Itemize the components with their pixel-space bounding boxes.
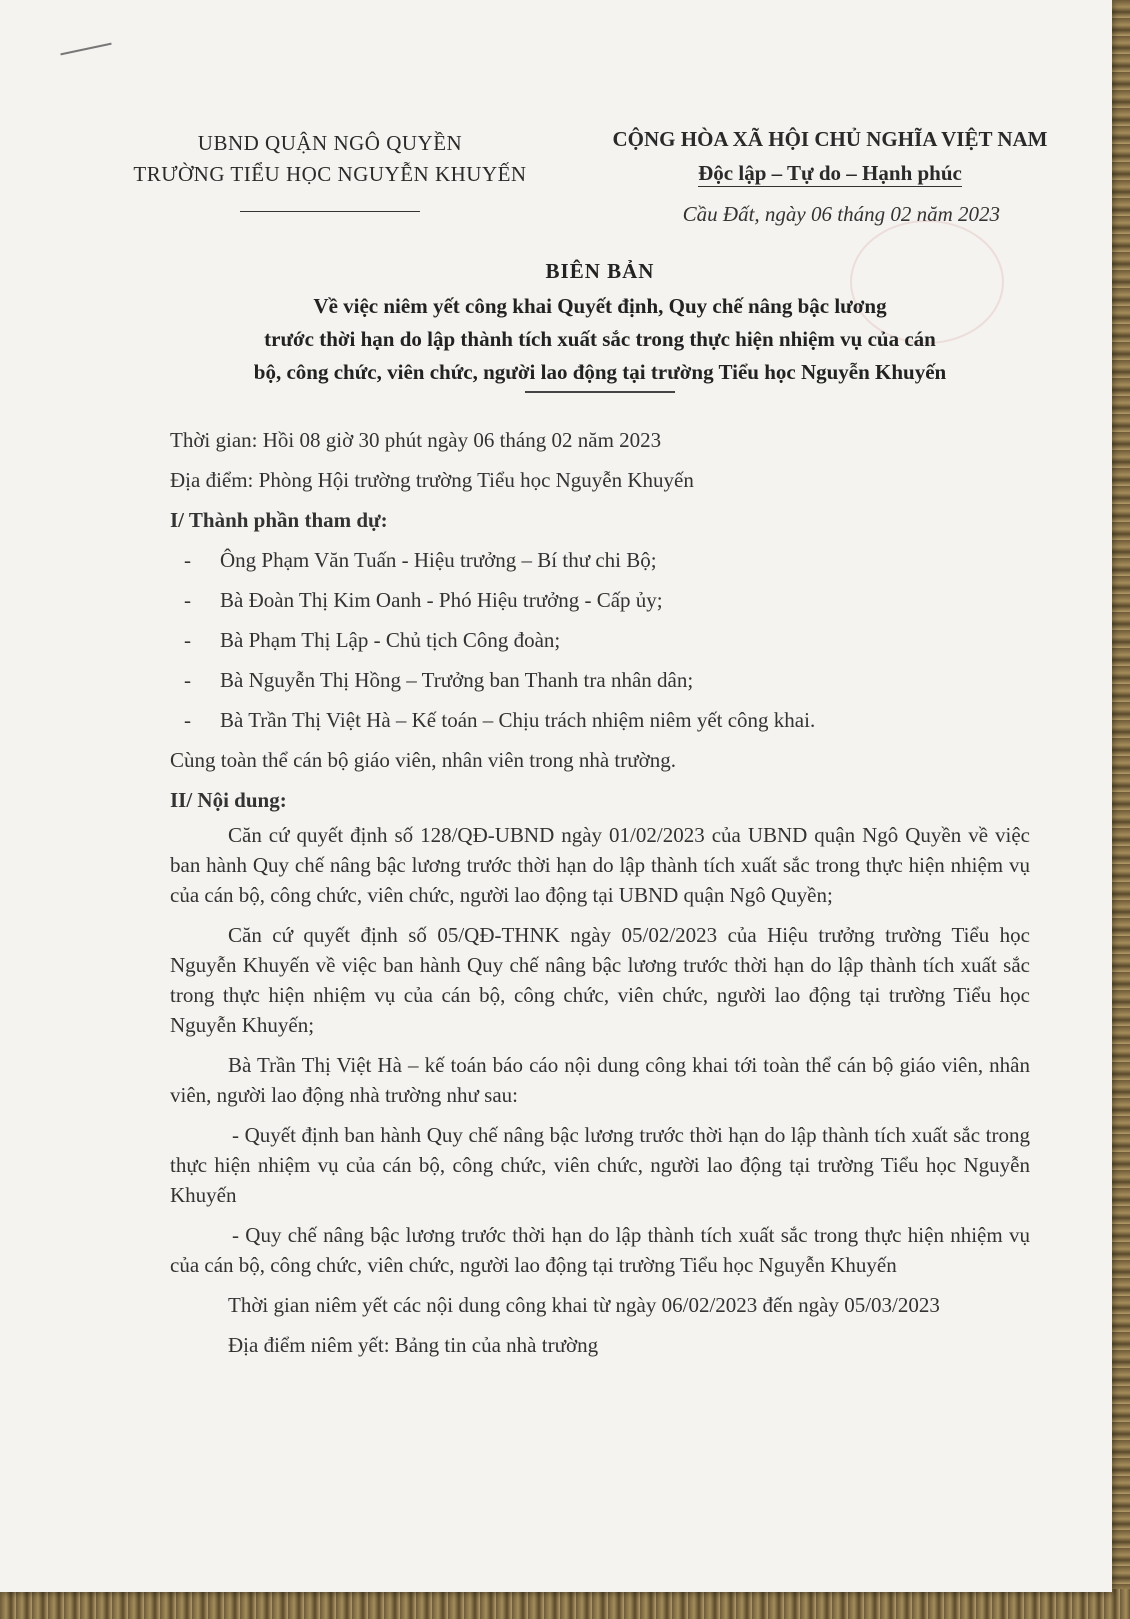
attendee-item [170, 660, 1030, 700]
national-name: CỘNG HÒA XÃ HỘI CHỦ NGHĨA VIỆT NAM [612, 127, 1048, 151]
attendee-item [170, 700, 1030, 740]
content-paragraph-1: Căn cứ quyết định số 128/QĐ-UBND ngày 01/02/2023 của UBND quận Ngô Quyền về việc ban hành Quy chế nâng bậc lương trước thời hạn do lập thành tích xuất sắc trong thực hiện nhiệm vụ của cán bộ, công chức, viên chức, người lao động tại UBND quận Ngô Quyền; [170, 823, 1030, 907]
attendee-text: Bà Phạm Thị Lập - Chủ tịch Công đoàn; [220, 628, 561, 652]
posting-time: Thời gian niêm yết các nội dung công khai từ ngày 06/02/2023 đến ngày 05/03/2023 [228, 1293, 940, 1317]
bullet-dash: - [184, 628, 191, 652]
national-motto: Độc lập – Tự do – Hạnh phúc [698, 161, 962, 185]
bullet-dash: - [184, 548, 191, 572]
meeting-time: Thời gian: Hồi 08 giờ 30 phút ngày 06 tháng 02 năm 2023 [170, 428, 662, 452]
pen-mark [60, 43, 111, 56]
paragraph-gap [170, 1320, 1030, 1330]
attendee-text: Bà Đoàn Thị Kim Oanh - Phó Hiệu trưởng - Cấp ủy; [220, 588, 663, 612]
issuer-line-1: UBND QUẬN NGÔ QUYỀN [197, 131, 463, 155]
document-title-block [160, 255, 1040, 393]
paragraph-gap [170, 1110, 1030, 1120]
issuer-underline-wrap [90, 190, 570, 221]
attendee-item [170, 580, 1030, 620]
bullet-dash: - [184, 588, 191, 612]
document-body [170, 420, 1030, 1360]
document-date: Cầu Đất, ngày 06 tháng 02 năm 2023 [682, 202, 1000, 226]
section-2-heading: II/ Nội dung: [170, 788, 287, 812]
bullet-dash: - [184, 708, 191, 732]
paragraph-gap [170, 1210, 1030, 1220]
document-subtitle-line-2: trước thời hạn do lập thành tích xuất sắc trong thực hiện nhiệm vụ của cán [264, 327, 936, 351]
document-subtitle-line-1: Về việc niêm yết công khai Quyết định, Quy chế nâng bậc lương [313, 294, 887, 318]
issuer-header [90, 128, 570, 221]
paragraph-gap [170, 910, 1030, 920]
attendee-text: Bà Trần Thị Việt Hà – Kế toán – Chịu trách nhiệm niêm yết công khai. [220, 708, 816, 732]
content-paragraph-2: Căn cứ quyết định số 05/QĐ-THNK ngày 05/02/2023 của Hiệu trưởng trường Tiểu học Nguyễn Khuyến về việc ban hành Quy chế nâng bậc lương trước thời hạn do lập thành tích xuất sắc trong thực hiện nhiệm vụ của cán bộ, công chức, viên chức, người lao động tại trường Tiểu học Nguyễn Khuyến; [170, 923, 1030, 1037]
title-underline [525, 391, 675, 393]
background-edge-bottom [0, 1589, 1130, 1619]
bullet-dash: - [184, 668, 191, 692]
national-header [560, 122, 1100, 190]
content-item-2: - Quy chế nâng bậc lương trước thời hạn do lập thành tích xuất sắc trong thực hiện nhiệm vụ của cán bộ, công chức, viên chức, người lao động tại trường Tiểu học Nguyễn Khuyến [170, 1223, 1030, 1277]
attendee-item [170, 540, 1030, 580]
document-title: BIÊN BẢN [545, 259, 655, 283]
attendee-list [170, 540, 1030, 740]
issuer-line-2 [90, 159, 570, 190]
issuer-school-name: TRƯỜNG TIỂU HỌC NGUYỄN KHUYẾN [133, 162, 527, 186]
document-subtitle-line-3: bộ, công chức, viên chức, người lao động tại trường Tiểu học Nguyễn Khuyến [253, 360, 947, 384]
content-paragraph-3: Bà Trần Thị Việt Hà – kế toán báo cáo nội dung công khai tới toàn thể cán bộ giáo viên, nhân viên, người lao động nhà trường như sau: [170, 1053, 1030, 1107]
paragraph-gap [170, 1280, 1030, 1290]
issuer-underline [240, 211, 420, 212]
attendee-text: Ông Phạm Văn Tuấn - Hiệu trưởng – Bí thư chi Bộ; [220, 548, 657, 572]
meeting-location: Địa điểm: Phòng Hội trường trường Tiểu học Nguyễn Khuyến [170, 468, 694, 492]
paragraph-gap [170, 1040, 1030, 1050]
content-item-1: - Quyết định ban hành Quy chế nâng bậc lương trước thời hạn do lập thành tích xuất sắc trong thực hiện nhiệm vụ của cán bộ, công chức, viên chức, người lao động tại trường Tiểu học Nguyễn Khuyến [170, 1123, 1030, 1207]
posting-place: Địa điểm niêm yết: Bảng tin của nhà trường [228, 1333, 599, 1357]
section-1-heading: I/ Thành phần tham dự: [170, 508, 388, 532]
attendee-closing: Cùng toàn thể cán bộ giáo viên, nhân viên trong nhà trường. [170, 748, 676, 772]
attendee-item [170, 620, 1030, 660]
attendee-text: Bà Nguyễn Thị Hồng – Trưởng ban Thanh tra nhân dân; [220, 668, 694, 692]
